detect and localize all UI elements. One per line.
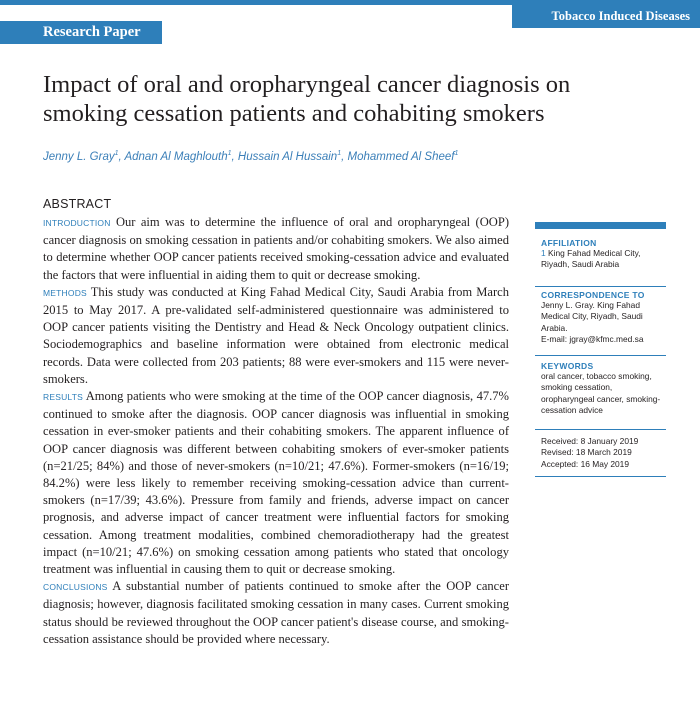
abstract-heading: ABSTRACT xyxy=(43,197,112,211)
abstract-body xyxy=(43,214,509,648)
sidebar-divider xyxy=(535,286,666,287)
results-text: Among patients who were smoking at the time of the OOP cancer diagnosis, 47.7% continued to smoke after the diagnosis. OOP cancer diagnosis was influential in smoking cessation in ever-smoker patients and their cohabiting smokers. The apparent influence of OOP cancer diagnosis was different between cohabiting smokers of ever-smoker patients (n=21/25; 84%) and those of never-smokers (n=10/21; 47.6%). Former-smokers (n=16/19; 84.2%) were less likely to remember receiving smoking-cessation advice than current-smokers (n=17/39; 43.6%). Pressure from family and friends, adverse impact on cancer prognosis, and adverse impact of cancer treatment were influential factors for smoking cessation. Among treatment modalities, combined chemoradiotherapy had the greatest impact (n=10/21; 47.6%) on smoking cessation among patients who stated that oncology treatment was influential in causing them to quit or decrease smoking. xyxy=(43,389,509,577)
author-name: Hussain Al Hussain xyxy=(237,150,338,163)
correspondence-heading: CORRESPONDENCE TO xyxy=(541,290,645,300)
sidebar-divider xyxy=(535,429,666,430)
author-affiliation-mark: 1 xyxy=(227,150,232,157)
conclusions-label: CONCLUSIONS xyxy=(43,582,108,593)
author-name: Mohammed Al Sheef xyxy=(347,150,455,163)
conclusions-text: A substantial number of patients continued to smoke after the OOP cancer diagnosis; however, diagnosis facilitated smoking cessation in many cases. Current smoking status should be reviewed throughout the OOP cancer patient's disease course, and smoking-cessation assistance should be provided where necessary. xyxy=(43,579,509,646)
journal-name: Tobacco Induced Diseases xyxy=(512,5,700,28)
received-date: Received: 8 January 2019 xyxy=(541,436,639,446)
affiliation-value: King Fahad Medical City, Riyadh, Saudi Arabia xyxy=(541,248,641,270)
author-affiliation-mark: 1 xyxy=(454,150,459,157)
title-line-1: Impact of oral and oropharyngeal cancer diagnosis on xyxy=(43,71,571,98)
correspondence-text: Jenny L. Gray. King Fahad Medical City, Riyadh, Saudi Arabia. xyxy=(541,300,643,333)
methods-text: This study was conducted at King Fahad Medical City, Saudi Arabia from March 2015 to May 2017. A pre-validated self-administered questionnaire was administered to OOP cancer patients visiting the Dentistry and Head & Neck Oncology outpatient clinics. Sociodemographics and baseline information were obtained from electronic medical records. Data were collected from 203 patients; 88 were ever-smokers and 115 were never-smokers. xyxy=(43,284,509,386)
author-name: Adnan Al Maghlouth xyxy=(124,150,228,163)
author-affiliation-mark: 1 xyxy=(114,150,119,157)
revised-date: Revised: 18 March 2019 xyxy=(541,447,632,458)
methods-label: METHODS xyxy=(43,287,87,298)
title-line-2: smoking cessation patients and cohabiting smokers xyxy=(43,100,545,127)
author-name: Jenny L. Gray xyxy=(43,150,115,163)
keywords-heading: KEYWORDS xyxy=(541,361,594,371)
affiliation-block xyxy=(535,238,666,271)
dates-block xyxy=(535,436,666,470)
journal-header xyxy=(0,0,700,44)
sidebar-divider xyxy=(535,355,666,356)
abstract-methods xyxy=(43,284,509,388)
author-list: Jenny L. Gray$^1$, Adnan Al Maghlouth$^1$, Hussain Al Hussain$^1$, Mohammed Al Sheef$^1$ xyxy=(43,150,459,163)
results-label: RESULTS xyxy=(43,392,83,403)
keywords-text: oral cancer, tobacco smoking, smoking cessation, oropharyngeal cancer, smoking-cessation advice xyxy=(541,371,661,416)
abstract-introduction xyxy=(43,214,509,284)
affiliation-heading: AFFILIATION xyxy=(541,238,597,248)
correspondence-block xyxy=(535,290,666,346)
affiliation-text xyxy=(541,248,664,271)
keywords-block xyxy=(535,361,666,417)
author-affiliation-mark: 1 xyxy=(337,150,342,157)
abstract-conclusions xyxy=(43,578,509,648)
article-info-sidebar xyxy=(535,222,666,477)
correspondence-email[interactable]: E-mail: jgray@kfmc.med.sa xyxy=(541,334,644,345)
paper-title xyxy=(43,70,643,128)
accepted-date: Accepted: 16 May 2019 xyxy=(541,458,629,469)
introduction-text: Our aim was to determine the influence of oral and oropharyngeal (OOP) cancer diagnosis on smoking cessation in patients and/or cohabiting smokers. We also aimed to determine whether OOP cancer patients received smoking-cessation advice and evaluated the factors that were influential in aiding them to quit or decrease smoking. xyxy=(43,215,509,282)
introduction-label: INTRODUCTION xyxy=(43,218,111,228)
section-label: Research Paper xyxy=(0,21,162,44)
affiliation-number: 1 xyxy=(541,248,546,258)
abstract-results xyxy=(43,388,509,578)
